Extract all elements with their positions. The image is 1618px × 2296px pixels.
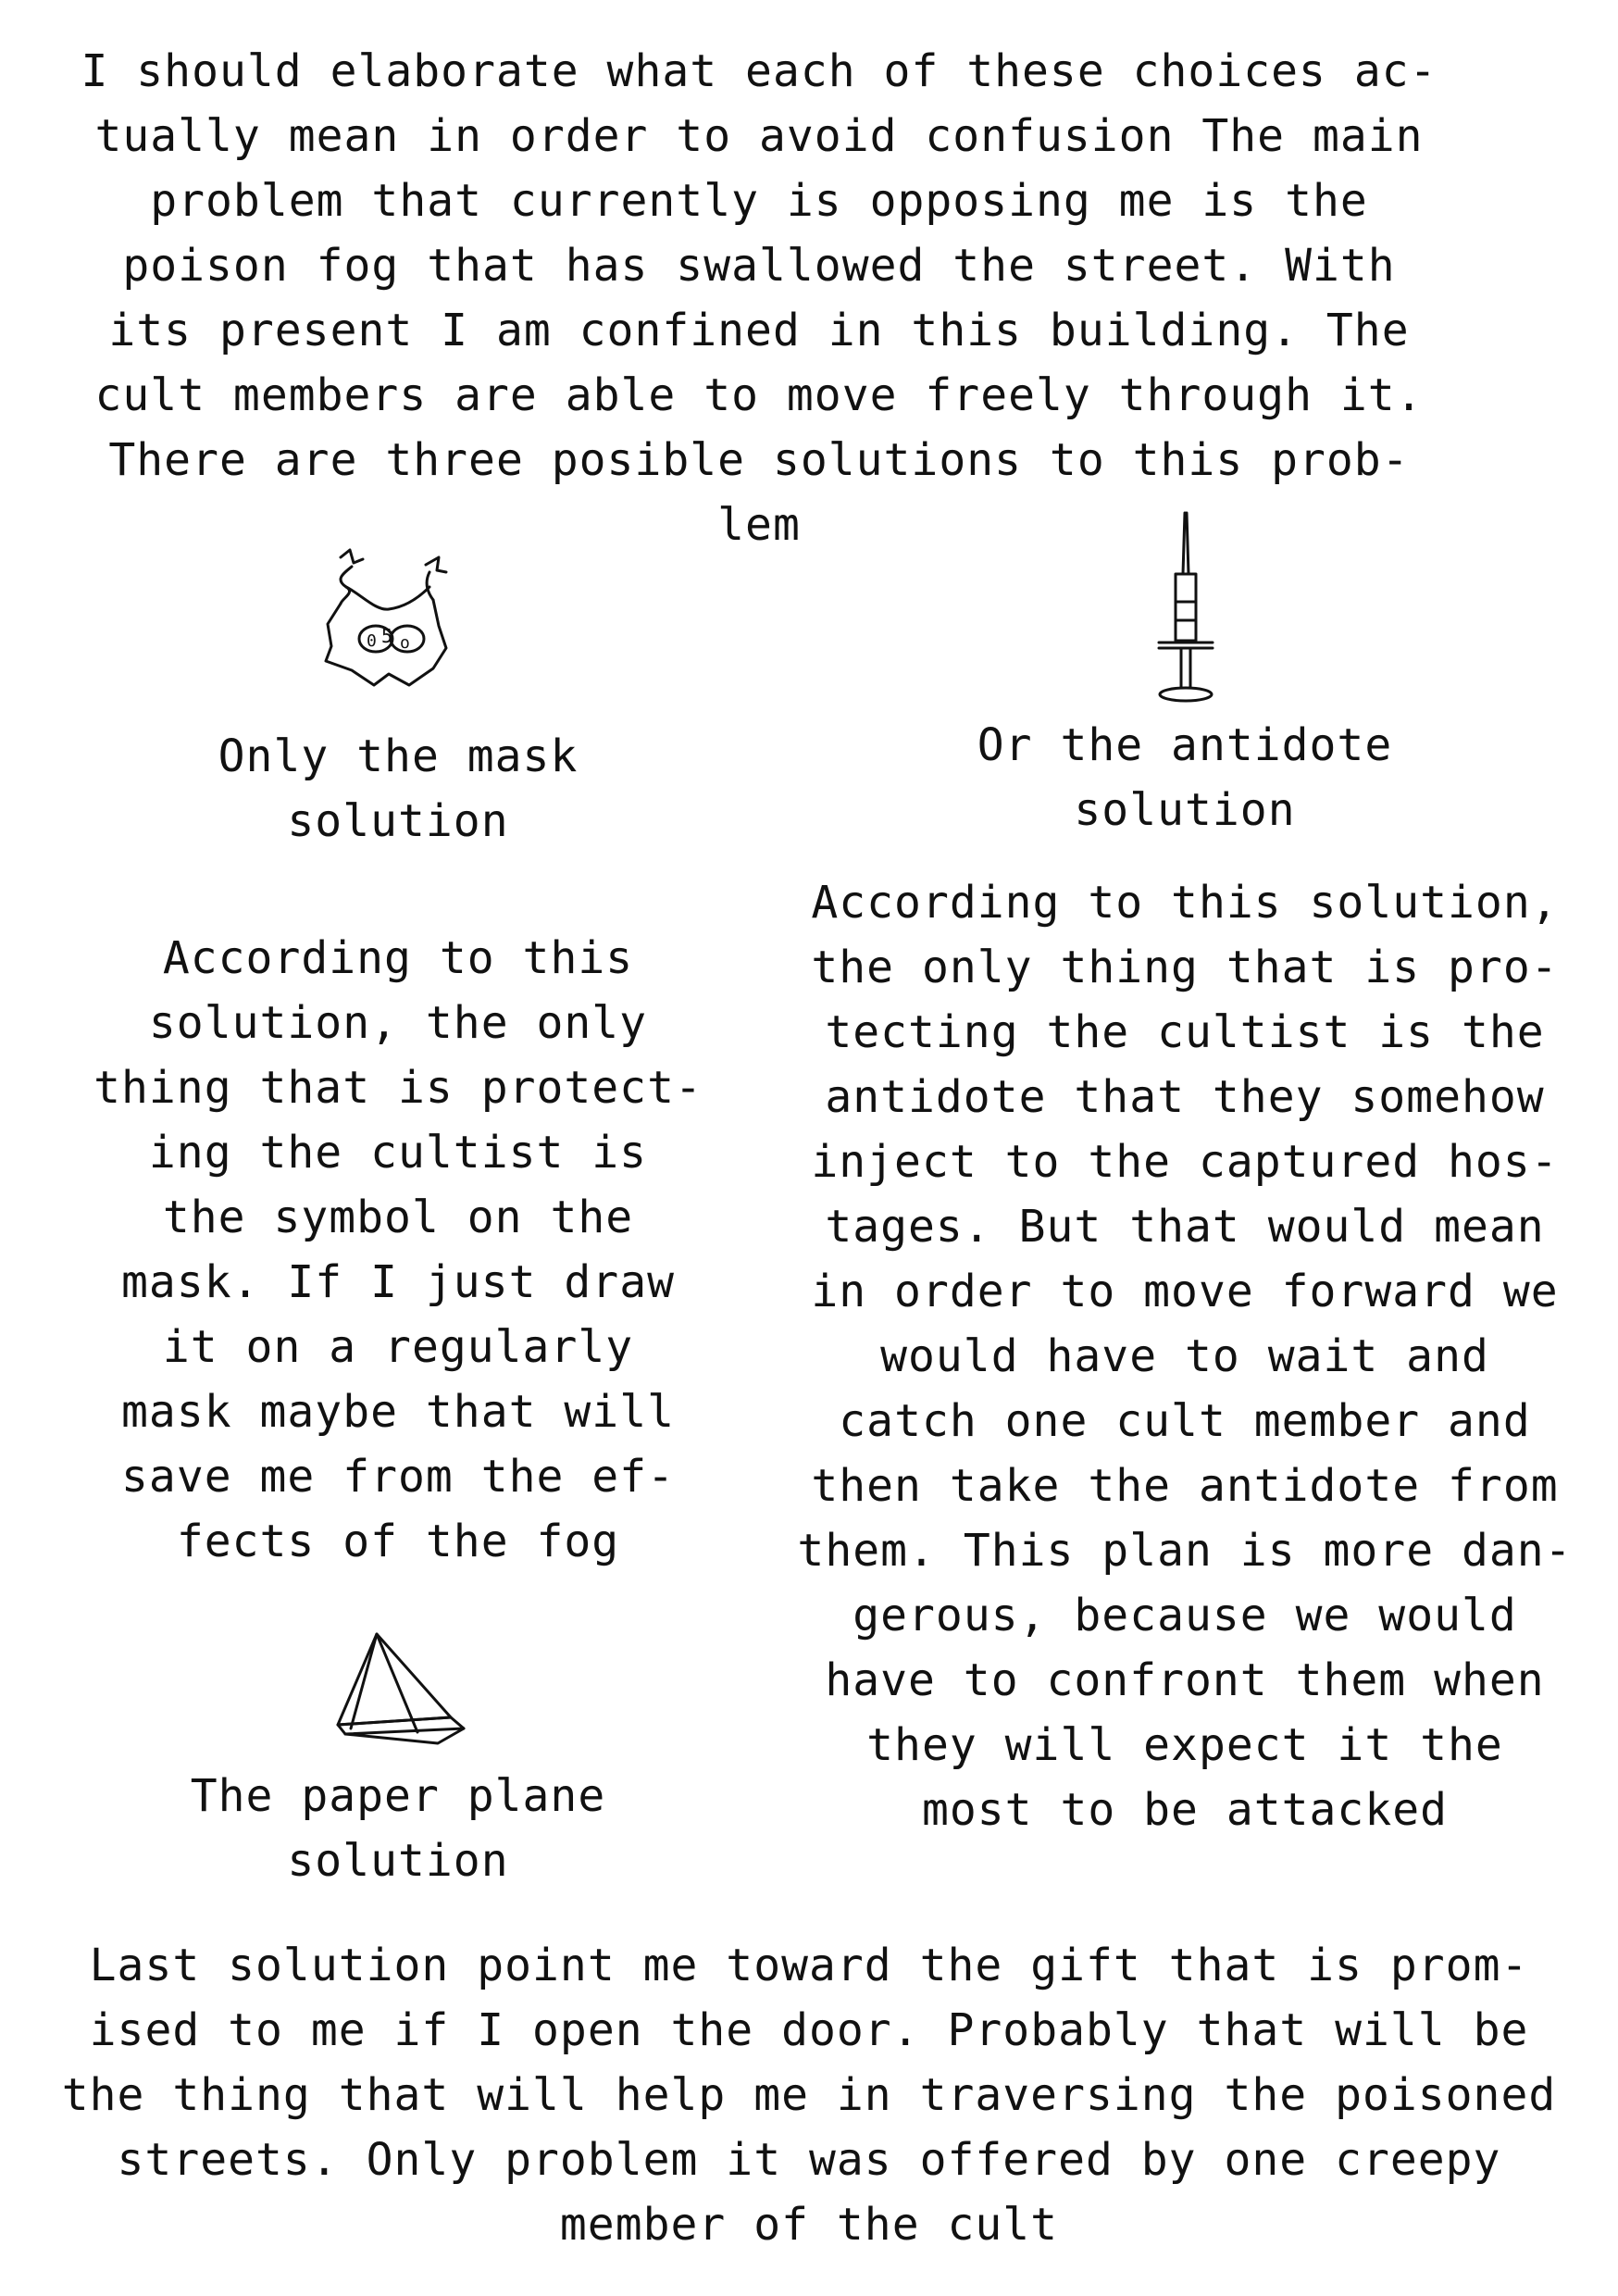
mask-solution-text: According to this solution, the only thing that is protect- ing the cultist is the symbol on the mask. If I just draw it on a regularly mask maybe that will save me from the ef- fects of the fog: [93, 932, 703, 1567]
antidote-solution-text: According to this solution, the only thing that is pro- tecting the cultist is the antidote that they somehow inject to the captured hos- tages. But that would mean in order to move forward we would have to wait and catch one cult member and then take the antidote from them. This plan is more dan- gerous, because we would have to confront them when they will expect it the most to be attacked: [797, 877, 1573, 1836]
mask-solution-title: Only the mask solution: [218, 730, 579, 847]
mask-icon: [315, 546, 463, 713]
antidote-solution-title: Or the antidote solution: [977, 719, 1393, 836]
svg-text:0: 0: [367, 631, 377, 651]
syringe-icon: [1139, 509, 1231, 708]
paper-plane-solution-title: The paper plane solution: [190, 1770, 606, 1887]
intro-paragraph: I should elaborate what each of these choices ac- tually mean in order to avoid confusion The main problem that currently is opposing me is the poison fog that has swallowed the street. With its present I am confined in this building. The cult members are able to move freely through it. There are three posible solutions to this prob- lem: [81, 45, 1438, 551]
paper-plane-icon: [329, 1625, 477, 1759]
svg-text:5: 5: [381, 625, 393, 647]
svg-text:o: o: [400, 633, 410, 653]
closing-paragraph: Last solution point me toward the gift that is prom- ised to me if I open the door. Probably that will be the thing that will help me in traversing the poisoned streets. Only problem it was offered by one creepy member of the cult: [61, 1940, 1557, 2251]
